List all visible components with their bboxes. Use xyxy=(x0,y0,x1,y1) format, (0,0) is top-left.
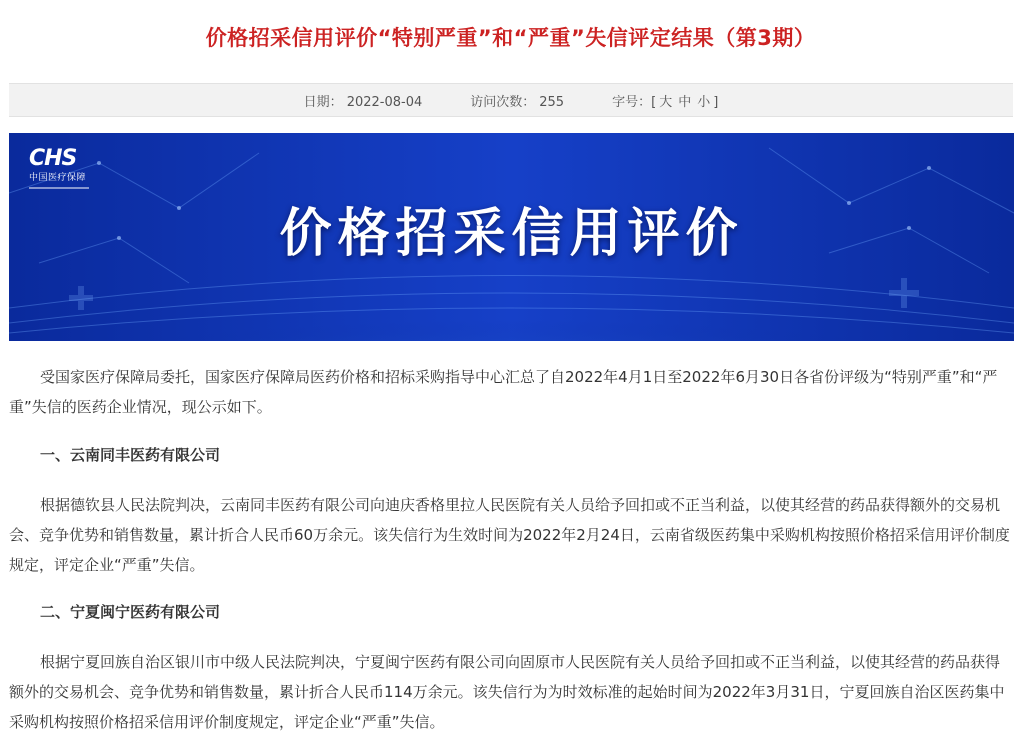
article-meta-bar xyxy=(9,83,1013,117)
section-heading-2: 二、宁夏闽宁医药有限公司 xyxy=(40,603,221,621)
section-body-2: 根据宁夏回族自治区银川市中级人民法院判决，宁夏闽宁医药有限公司向固原市人民医院有关人员给予回扣或不正当利益，以使其经营的药品获得额外的交易机会、竞争优势和销售数量，累计折合人民币114万余元。该失信行为为时效标准的起始时间为2022年3月31日，宁夏回族自治区医药集中采购机构按照价格招采信用评价制度规定，评定企业“严重”失信。 xyxy=(9,653,1005,731)
section-body-1: 根据德钦县人民法院判决，云南同丰医药有限公司向迪庆香格里拉人民医院有关人员给予回扣或不正当利益，以使其经营的药品获得额外的交易机会、竞争优势和销售数量，累计折合人民币60万余元。该失信行为生效时间为2022年2月24日，云南省级医药集中采购机构按照价格招采信用评价制度规定，评定企业“严重”失信。 xyxy=(9,496,1010,574)
chs-logo-mark: CHS xyxy=(29,146,77,171)
font-size-label: 字号： xyxy=(612,94,652,110)
chs-logo-underline xyxy=(29,187,89,189)
article-content xyxy=(9,362,1011,737)
date-label: 日期： xyxy=(303,94,343,110)
date-value: 2022-08-04 xyxy=(346,94,423,110)
intro-paragraph: 受国家医疗保障局委托，国家医疗保障局医药价格和招标采购指导中心汇总了自2022年4月1日至2022年6月30日各省份评级为“特别严重”和“严重”失信的医药企业情况，现公示如下。 xyxy=(9,368,998,416)
page-title: 价格招采信用评价“特别严重”和“严重”失信评定结果（第3期） xyxy=(205,26,816,50)
font-size-medium-button[interactable]: 中 xyxy=(678,94,692,110)
font-size-small-button[interactable]: 小 xyxy=(697,94,711,110)
article-banner-image xyxy=(9,133,1014,341)
visit-count xyxy=(470,91,564,110)
font-bracket-close: ] xyxy=(713,94,719,110)
banner-title: 价格招采信用评价 xyxy=(279,204,744,264)
publish-date xyxy=(304,91,423,110)
chs-logo-text: 中国医疗保障 xyxy=(29,173,87,183)
visits-value: 255 xyxy=(539,94,565,110)
chs-logo xyxy=(29,147,109,189)
font-size-large-button[interactable]: 大 xyxy=(659,94,673,110)
visits-label: 访问次数： xyxy=(470,94,536,110)
font-bracket-open: [ xyxy=(651,94,657,110)
font-size-control xyxy=(612,91,718,110)
section-heading-1: 一、云南同丰医药有限公司 xyxy=(40,446,221,464)
